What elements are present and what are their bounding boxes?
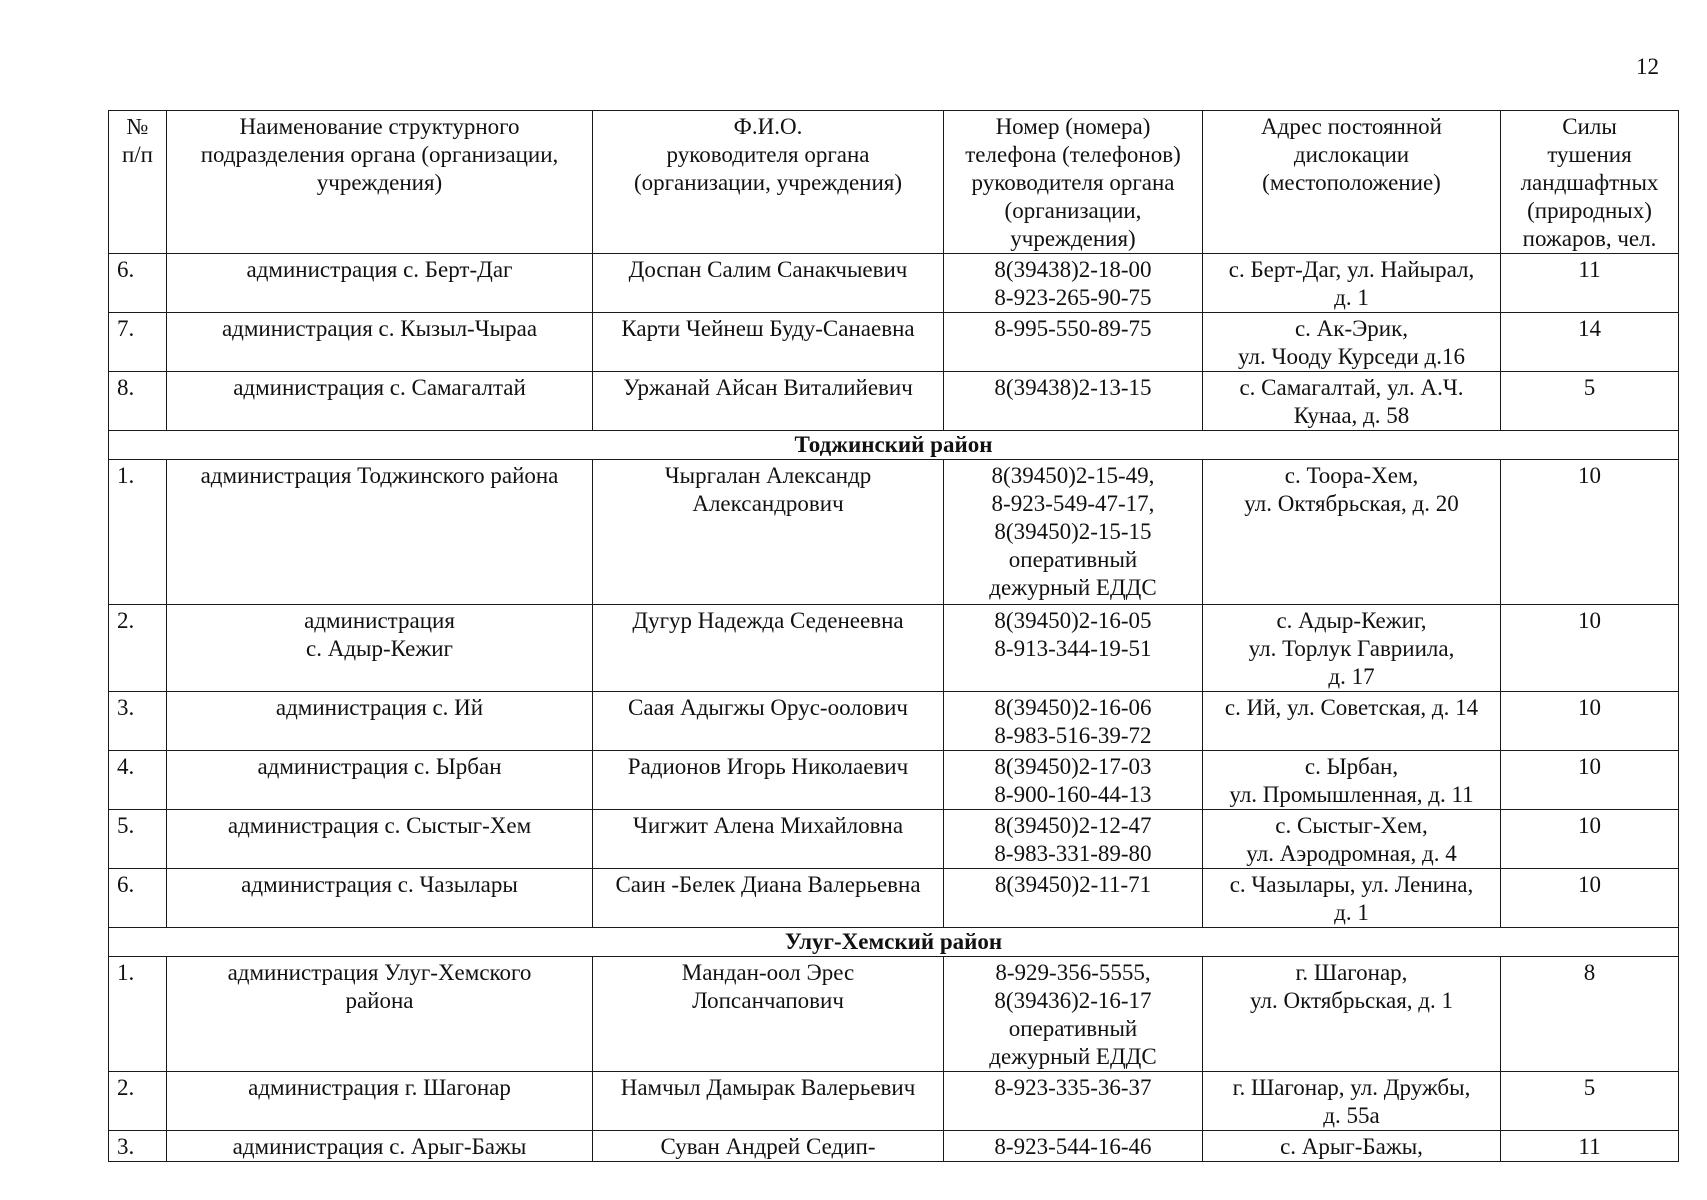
head-name-cell [593,1072,944,1131]
organization-line: администрация с. Арыг-Бажы [232,1134,527,1159]
contacts-table [108,110,1679,1162]
phone-cell [944,254,1203,313]
forces-cell: 5 [1501,1072,1679,1131]
organization-line: администрация с. Ий [275,695,484,720]
organization-line: администрация Улуг-Хемского [227,960,532,985]
table-row [109,313,1679,372]
forces-cell: 10 [1501,692,1679,751]
address-line: с. Сыстыг-Хем, [1275,813,1428,838]
address-cell [1203,1072,1501,1131]
organization-line: с. Адыр-Кежиг [306,636,453,661]
forces-cell: 14 [1501,313,1679,372]
header-line: учреждения) [316,170,443,195]
organization-cell [167,751,593,810]
address-line: с. Самагалтай, ул. А.Ч. [1239,375,1464,400]
phone-cell [944,372,1203,431]
table-row [109,1131,1679,1162]
head-name-cell [593,810,944,869]
address-line: ул. Октябрьская, д. 1 [1250,988,1453,1013]
address-cell [1203,605,1501,692]
head-name-line: Уржанай Айсан Виталийевич [623,375,913,400]
head-name-line: Суван Андрей Седип- [660,1134,876,1159]
organization-line: администрация с. Ырбан [257,754,502,779]
organization-cell [167,1072,593,1131]
address-line: д. 1 [1334,900,1369,925]
phone-line: 8(39450)2-16-05 [994,608,1152,633]
head-name-line: Чыргалан Александр [664,463,872,488]
organization-line: администрация г. Шагонар [248,1075,511,1100]
head-name-cell [593,254,944,313]
table-row [109,605,1679,692]
forces-cell: 5 [1501,372,1679,431]
page-number: 12 [1636,54,1659,79]
phone-cell [944,460,1203,605]
header-line: Наименование структурного [239,114,520,139]
phone-line: оперативный [1008,1016,1138,1041]
phone-line: 8(39436)2-16-17 [994,988,1152,1013]
head-name-line: Карти Чейнеш Буду-Санаевна [621,316,915,341]
table-body [109,254,1679,1162]
head-name-cell [593,372,944,431]
header-line: Силы [1562,114,1617,139]
header-line: (организации, [1004,198,1142,223]
header-line: Номер (номера) [995,114,1151,139]
header-forces [1501,111,1679,254]
head-name-cell [593,869,944,928]
organization-cell [167,1131,593,1162]
organization-cell [167,692,593,751]
phone-line: 8-983-331-89-80 [994,841,1152,866]
header-organization [167,111,593,254]
head-name-cell [593,751,944,810]
phone-line: оперативный [1008,547,1138,572]
phone-line: 8(39450)2-16-06 [994,695,1152,720]
head-name-line: Доспан Салим Санакчыевич [628,257,908,282]
organization-cell [167,957,593,1072]
table-row [109,1072,1679,1131]
phone-line: 8(39450)2-12-47 [994,813,1152,838]
phone-line: 8-929-356-5555, [995,960,1151,985]
table-row [109,810,1679,869]
address-line: с. Адыр-Кежиг, [1276,608,1427,633]
forces-cell: 10 [1501,605,1679,692]
table-header-row [109,111,1679,254]
address-line: ул. Аэродромная, д. 4 [1246,841,1457,866]
phone-line: 8(39450)2-15-15 [994,519,1152,544]
phone-cell [944,1131,1203,1162]
address-line: г. Шагонар, ул. Дружбы, [1232,1075,1471,1100]
phone-line: 8(39450)2-11-71 [994,872,1152,897]
head-name-cell [593,460,944,605]
row-number: 6. [109,254,167,313]
section-title: Тоджинский район [109,431,1679,460]
header-line: ландшафтных [1520,170,1659,195]
address-line: ул. Промышленная, д. 11 [1229,782,1474,807]
head-name-line: Дугур Надежда Седенеевна [632,608,904,633]
phone-cell [944,692,1203,751]
phone-cell [944,313,1203,372]
forces-cell: 10 [1501,810,1679,869]
section-title: Улуг-Хемский район [109,928,1679,957]
phone-line: 8-983-516-39-72 [994,723,1152,748]
row-number: 6. [109,869,167,928]
organization-line: администрация с. Сыстыг-Хем [227,813,532,838]
forces-cell: 8 [1501,957,1679,1072]
row-number: 1. [109,460,167,605]
row-number: 2. [109,605,167,692]
address-line: с. Тоора-Хем, [1284,463,1419,488]
header-phone [944,111,1203,254]
address-line: с. Ак-Эрик, [1294,316,1409,341]
head-name-cell [593,1131,944,1162]
header-line: учреждения) [1010,226,1136,251]
address-line: с. Чазылары, ул. Ленина, [1229,872,1474,897]
address-cell [1203,1131,1501,1162]
head-name-cell [593,692,944,751]
phone-line: 8-913-344-19-51 [994,636,1152,661]
section-header-row [109,431,1679,460]
row-number: 1. [109,957,167,1072]
address-cell [1203,869,1501,928]
header-line: (организации, учреждения) [633,170,903,195]
phone-line: 8(39438)2-13-15 [994,375,1152,400]
row-number: 3. [109,692,167,751]
head-name-line: Саин -Белек Диана Валерьевна [615,872,921,897]
organization-line: администрация [304,608,455,633]
header-line: Ф.И.О. [733,114,803,139]
phone-line: 8-995-550-89-75 [994,316,1152,341]
organization-cell [167,313,593,372]
phone-line: дежурный ЕДДС [989,575,1157,600]
address-line: ул. Торлук Гавриила, [1248,636,1455,661]
organization-line: администрация с. Самагалтай [233,375,526,400]
address-cell [1203,313,1501,372]
phone-cell [944,869,1203,928]
header-line: № [126,114,149,139]
forces-cell: 11 [1501,1131,1679,1162]
address-cell [1203,751,1501,810]
phone-line: 8-900-160-44-13 [994,782,1152,807]
row-number: 7. [109,313,167,372]
head-name-line: Мандан-оол Эрес [681,960,855,985]
address-line: д. 17 [1328,664,1375,689]
header-address [1203,111,1501,254]
organization-line: администрация Тоджинского района [200,463,559,488]
phone-line: 8-923-265-90-75 [994,285,1152,310]
address-line: Кунаа, д. 58 [1293,403,1410,428]
phone-line: 8-923-335-36-37 [994,1075,1152,1100]
address-line: д. 55а [1323,1103,1380,1128]
header-line: п/п [121,142,153,167]
section-header-row [109,928,1679,957]
phone-cell [944,1072,1203,1131]
head-name-line: Намчыл Дамырак Валерьевич [620,1075,916,1100]
head-name-line: Радионов Игорь Николаевич [627,754,909,779]
address-cell [1203,460,1501,605]
address-line: ул. Чооду Курседи д.16 [1238,344,1465,369]
phone-line: дежурный ЕДДС [989,1044,1157,1069]
address-line: с. Берт-Даг, ул. Найырал, [1228,257,1475,282]
table-row [109,869,1679,928]
phone-cell [944,810,1203,869]
table-row [109,957,1679,1072]
header-line: (природных) [1527,198,1652,223]
organization-line: администрация с. Чазылары [241,872,518,897]
header-line: дислокации [1293,142,1410,167]
head-name-cell [593,313,944,372]
phone-line: 8(39450)2-17-03 [994,754,1152,779]
address-cell [1203,692,1501,751]
table-row [109,460,1679,605]
header-line: подразделения органа (организации, [200,142,559,167]
header-line: руководителя органа [666,142,870,167]
phone-cell [944,605,1203,692]
head-name-line: Александрович [692,491,844,516]
table-row [109,751,1679,810]
phone-line: 8(39438)2-18-00 [994,257,1152,282]
row-number: 2. [109,1072,167,1131]
organization-cell [167,372,593,431]
header-head-name [593,111,944,254]
header-line: (местоположение) [1262,170,1441,195]
header-line: пожаров, чел. [1522,226,1657,251]
forces-cell: 10 [1501,460,1679,605]
table-row [109,372,1679,431]
phone-cell [944,957,1203,1072]
header-line: Адрес постоянной [1261,114,1442,139]
head-name-cell [593,605,944,692]
header-line: телефона (телефонов) [965,142,1181,167]
address-line: с. Ырбан, [1304,754,1399,779]
address-cell [1203,254,1501,313]
address-cell [1203,810,1501,869]
table-row [109,692,1679,751]
row-number: 5. [109,810,167,869]
address-cell [1203,957,1501,1072]
organization-line: района [345,988,414,1013]
head-name-line: Лопсанчапович [692,988,844,1013]
address-line: ул. Октябрьская, д. 20 [1244,491,1459,516]
header-number [109,111,167,254]
phone-line: 8(39450)2-15-49, [991,463,1155,488]
phone-cell [944,751,1203,810]
header-line: тушения [1547,142,1632,167]
address-line: г. Шагонар, [1295,960,1408,985]
organization-line: администрация с. Берт-Даг [246,257,513,282]
address-line: с. Арыг-Бажы, [1280,1134,1423,1159]
row-number: 4. [109,751,167,810]
row-number: 8. [109,372,167,431]
address-line: д. 1 [1334,285,1369,310]
organization-cell [167,605,593,692]
head-name-cell [593,957,944,1072]
header-line: руководителя органа [971,170,1175,195]
organization-cell [167,460,593,605]
phone-line: 8-923-544-16-46 [994,1134,1152,1159]
head-name-line: Саая Адыгжы Орус-оолович [628,695,908,720]
forces-cell: 10 [1501,869,1679,928]
organization-cell [167,810,593,869]
phone-line: 8-923-549-47-17, [991,491,1155,516]
address-line: с. Ий, ул. Советская, д. 14 [1224,695,1479,720]
organization-line: администрация с. Кызыл-Чыраа [221,316,538,341]
head-name-line: Чигжит Алена Михайловна [632,813,904,838]
organization-cell [167,869,593,928]
table-row [109,254,1679,313]
address-cell [1203,372,1501,431]
forces-cell: 10 [1501,751,1679,810]
forces-cell: 11 [1501,254,1679,313]
organization-cell [167,254,593,313]
row-number: 3. [109,1131,167,1162]
